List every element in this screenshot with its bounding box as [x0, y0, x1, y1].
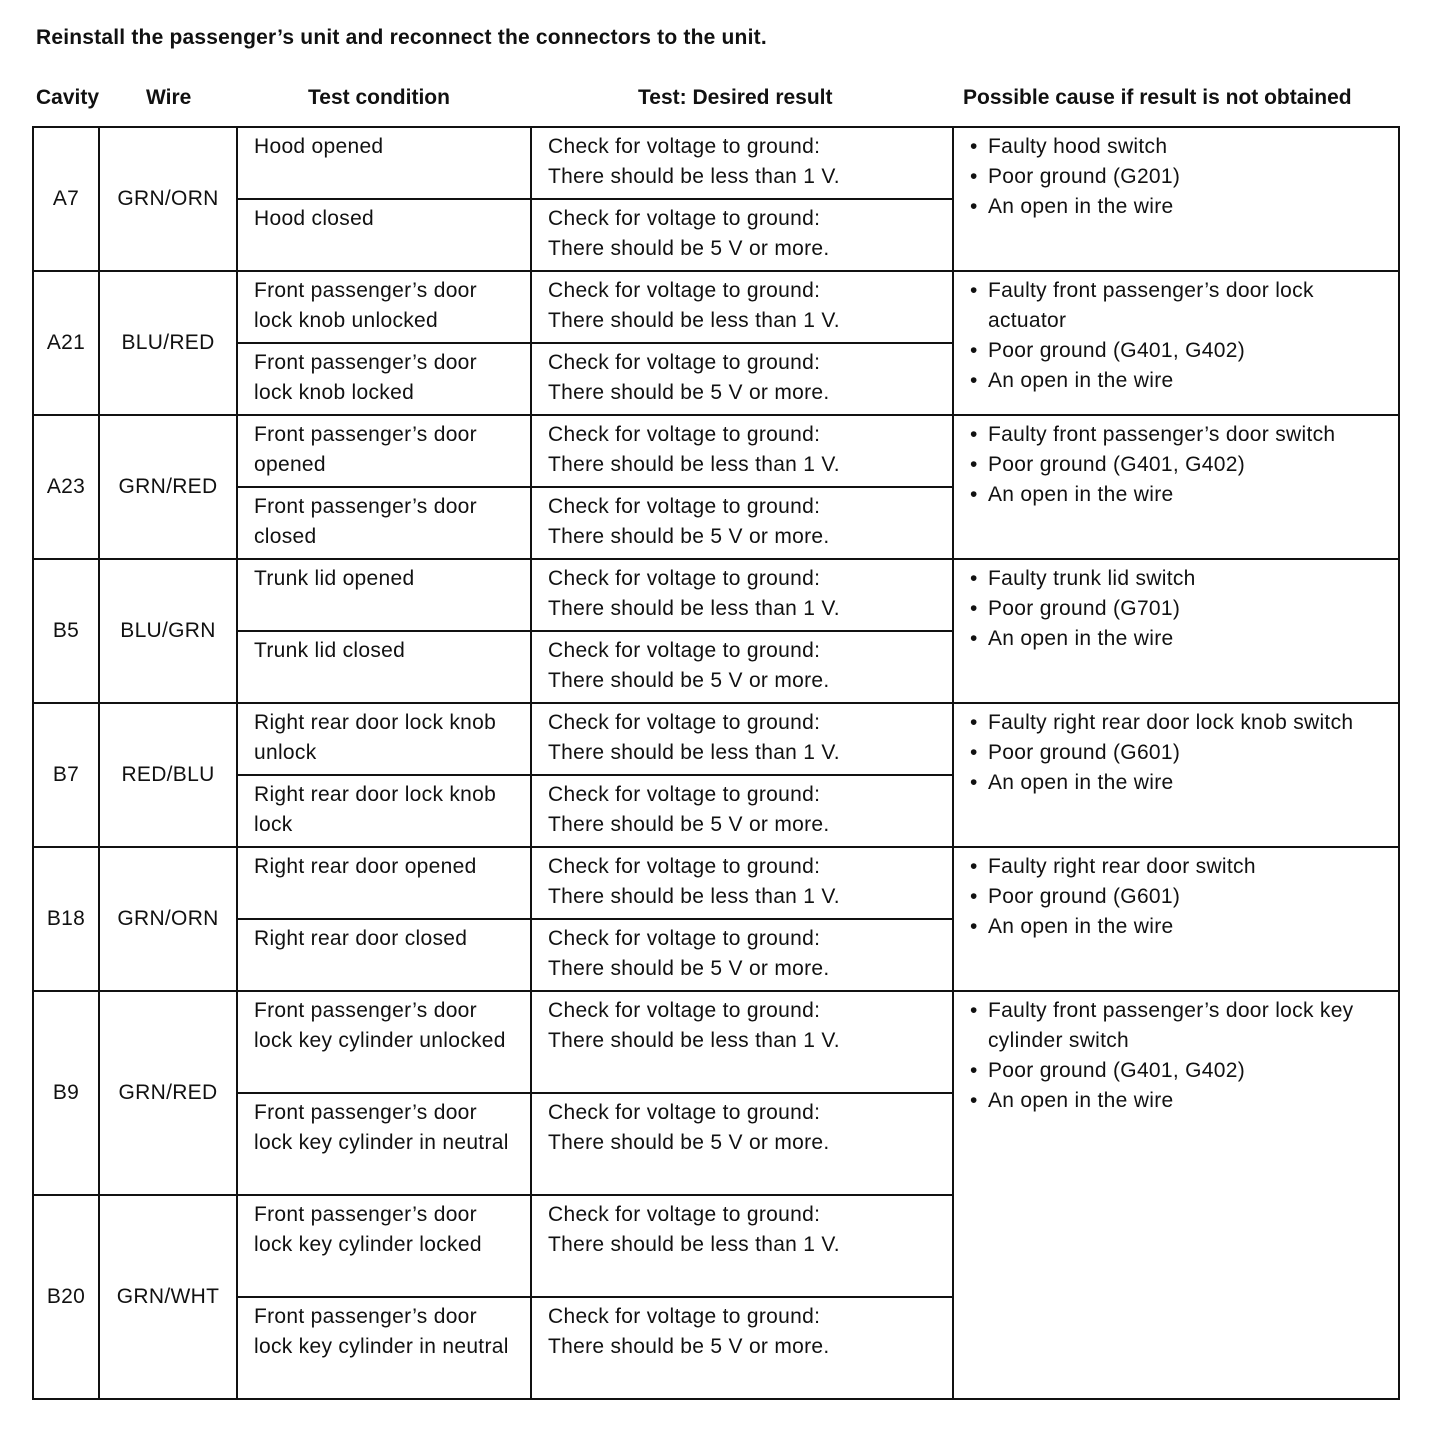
cause-list: [970, 996, 1386, 1116]
list-item: • Faulty trunk lid switch: [970, 564, 1386, 594]
diagnostic-table: [32, 126, 1400, 1400]
result-line: Check for voltage to ground:: [548, 999, 821, 1022]
condition-cell: Hood closed: [237, 199, 531, 271]
table-row: [33, 991, 1399, 1093]
list-item: • Poor ground (G201): [970, 162, 1386, 192]
result-line: There should be less than 1 V.: [548, 885, 840, 908]
cause-cell: [953, 127, 1399, 271]
result-line: Check for voltage to ground:: [548, 711, 821, 734]
condition-cell: Trunk lid closed: [237, 631, 531, 703]
cause-list: [970, 708, 1386, 798]
list-item: • An open in the wire: [970, 912, 1386, 942]
result-line: There should be 5 V or more.: [548, 381, 830, 404]
result-line: There should be 5 V or more.: [548, 669, 830, 692]
header-cavity: Cavity: [36, 86, 100, 109]
result-line: There should be less than 1 V.: [548, 453, 840, 476]
result-cell: [531, 127, 953, 199]
list-item: • An open in the wire: [970, 366, 1386, 396]
cavity-cell: B5: [33, 559, 99, 703]
condition-cell: Right rear door closed: [237, 919, 531, 991]
result-cell: [531, 919, 953, 991]
table-row: [33, 559, 1399, 631]
list-item: • An open in the wire: [970, 768, 1386, 798]
result-line: Check for voltage to ground:: [548, 1101, 821, 1124]
cause-cell: [953, 559, 1399, 703]
wire-cell: GRN/WHT: [99, 1195, 237, 1399]
result-line: There should be 5 V or more.: [548, 957, 830, 980]
cause-list: [970, 564, 1386, 654]
condition-cell: Front passenger’s door lock knob locked: [237, 343, 531, 415]
result-line: Check for voltage to ground:: [548, 855, 821, 878]
result-line: Check for voltage to ground:: [548, 639, 821, 662]
condition-cell: Front passenger’s door lock knob unlocked: [237, 271, 531, 343]
wire-cell: GRN/ORN: [99, 847, 237, 991]
list-item: • Faulty front passenger’s door lock actuator: [970, 276, 1386, 336]
result-cell: [531, 487, 953, 559]
result-line: Check for voltage to ground:: [548, 1305, 821, 1328]
result-line: There should be less than 1 V.: [548, 1233, 840, 1256]
result-line: Check for voltage to ground:: [548, 279, 821, 302]
list-item: • Faulty front passenger’s door switch: [970, 420, 1386, 450]
header-test-condition: Test condition: [308, 86, 450, 109]
list-item: • Faulty front passenger’s door lock key cylinder switch: [970, 996, 1386, 1056]
result-cell: [531, 1195, 953, 1297]
wire-cell: GRN/ORN: [99, 127, 237, 271]
list-item: • An open in the wire: [970, 624, 1386, 654]
result-line: There should be less than 1 V.: [548, 1029, 840, 1052]
cause-cell: [953, 991, 1399, 1399]
condition-cell: Front passenger’s door lock key cylinder locked: [237, 1195, 531, 1297]
instruction-text: Reinstall the passenger’s unit and reconnect the connectors to the unit.: [36, 26, 767, 49]
list-item: • Poor ground (G601): [970, 882, 1386, 912]
cavity-cell: B7: [33, 703, 99, 847]
list-item: • Poor ground (G401, G402): [970, 450, 1386, 480]
result-line: There should be less than 1 V.: [548, 165, 840, 188]
wire-cell: GRN/RED: [99, 991, 237, 1195]
cavity-cell: B9: [33, 991, 99, 1195]
list-item: • Faulty hood switch: [970, 132, 1386, 162]
list-item: • Faulty right rear door lock knob switch: [970, 708, 1386, 738]
result-line: Check for voltage to ground:: [548, 567, 821, 590]
result-line: There should be 5 V or more.: [548, 237, 830, 260]
result-line: Check for voltage to ground:: [548, 783, 821, 806]
header-possible-cause: Possible cause if result is not obtained: [963, 86, 1352, 109]
result-cell: [531, 1297, 953, 1399]
condition-cell: Front passenger’s door closed: [237, 487, 531, 559]
result-line: There should be less than 1 V.: [548, 309, 840, 332]
result-cell: [531, 847, 953, 919]
result-cell: [531, 775, 953, 847]
result-cell: [531, 1093, 953, 1195]
cause-cell: [953, 271, 1399, 415]
result-line: Check for voltage to ground:: [548, 927, 821, 950]
cavity-cell: B18: [33, 847, 99, 991]
condition-cell: Front passenger’s door lock key cylinder in neutral: [237, 1297, 531, 1399]
result-line: There should be less than 1 V.: [548, 597, 840, 620]
cause-list: [970, 132, 1386, 222]
result-line: Check for voltage to ground:: [548, 207, 821, 230]
condition-cell: Front passenger’s door opened: [237, 415, 531, 487]
cavity-cell: B20: [33, 1195, 99, 1399]
table-row: [33, 703, 1399, 775]
list-item: • Poor ground (G701): [970, 594, 1386, 624]
table-row: [33, 271, 1399, 343]
result-line: There should be 5 V or more.: [548, 813, 830, 836]
table-row: [33, 127, 1399, 199]
wire-cell: BLU/RED: [99, 271, 237, 415]
list-item: • An open in the wire: [970, 1086, 1386, 1116]
cause-list: [970, 276, 1386, 396]
header-wire: Wire: [146, 86, 192, 109]
result-cell: [531, 343, 953, 415]
table-row: [33, 415, 1399, 487]
result-cell: [531, 991, 953, 1093]
wire-cell: GRN/RED: [99, 415, 237, 559]
cavity-cell: A23: [33, 415, 99, 559]
result-line: There should be 5 V or more.: [548, 525, 830, 548]
result-line: Check for voltage to ground:: [548, 1203, 821, 1226]
condition-cell: Right rear door lock knob lock: [237, 775, 531, 847]
list-item: • Poor ground (G401, G402): [970, 336, 1386, 366]
cavity-cell: A21: [33, 271, 99, 415]
wire-cell: RED/BLU: [99, 703, 237, 847]
result-line: Check for voltage to ground:: [548, 351, 821, 374]
list-item: • An open in the wire: [970, 192, 1386, 222]
cause-list: [970, 852, 1386, 942]
result-line: There should be 5 V or more.: [548, 1335, 830, 1358]
wire-cell: BLU/GRN: [99, 559, 237, 703]
condition-cell: Front passenger’s door lock key cylinder unlocked: [237, 991, 531, 1093]
condition-cell: Front passenger’s door lock key cylinder in neutral: [237, 1093, 531, 1195]
result-cell: [531, 703, 953, 775]
result-line: There should be 5 V or more.: [548, 1131, 830, 1154]
condition-cell: Hood opened: [237, 127, 531, 199]
condition-cell: Right rear door opened: [237, 847, 531, 919]
cause-cell: [953, 415, 1399, 559]
condition-cell: Trunk lid opened: [237, 559, 531, 631]
result-line: Check for voltage to ground:: [548, 135, 821, 158]
result-line: There should be less than 1 V.: [548, 741, 840, 764]
result-cell: [531, 631, 953, 703]
cavity-cell: A7: [33, 127, 99, 271]
cause-list: [970, 420, 1386, 510]
result-line: Check for voltage to ground:: [548, 423, 821, 446]
list-item: • Poor ground (G601): [970, 738, 1386, 768]
list-item: • An open in the wire: [970, 480, 1386, 510]
table-row: [33, 847, 1399, 919]
condition-cell: Right rear door lock knob unlock: [237, 703, 531, 775]
cause-cell: [953, 703, 1399, 847]
list-item: • Poor ground (G401, G402): [970, 1056, 1386, 1086]
result-cell: [531, 415, 953, 487]
result-cell: [531, 199, 953, 271]
result-cell: [531, 559, 953, 631]
header-desired-result: Test: Desired result: [638, 86, 833, 109]
result-cell: [531, 271, 953, 343]
list-item: • Faulty right rear door switch: [970, 852, 1386, 882]
result-line: Check for voltage to ground:: [548, 495, 821, 518]
cause-cell: [953, 847, 1399, 991]
